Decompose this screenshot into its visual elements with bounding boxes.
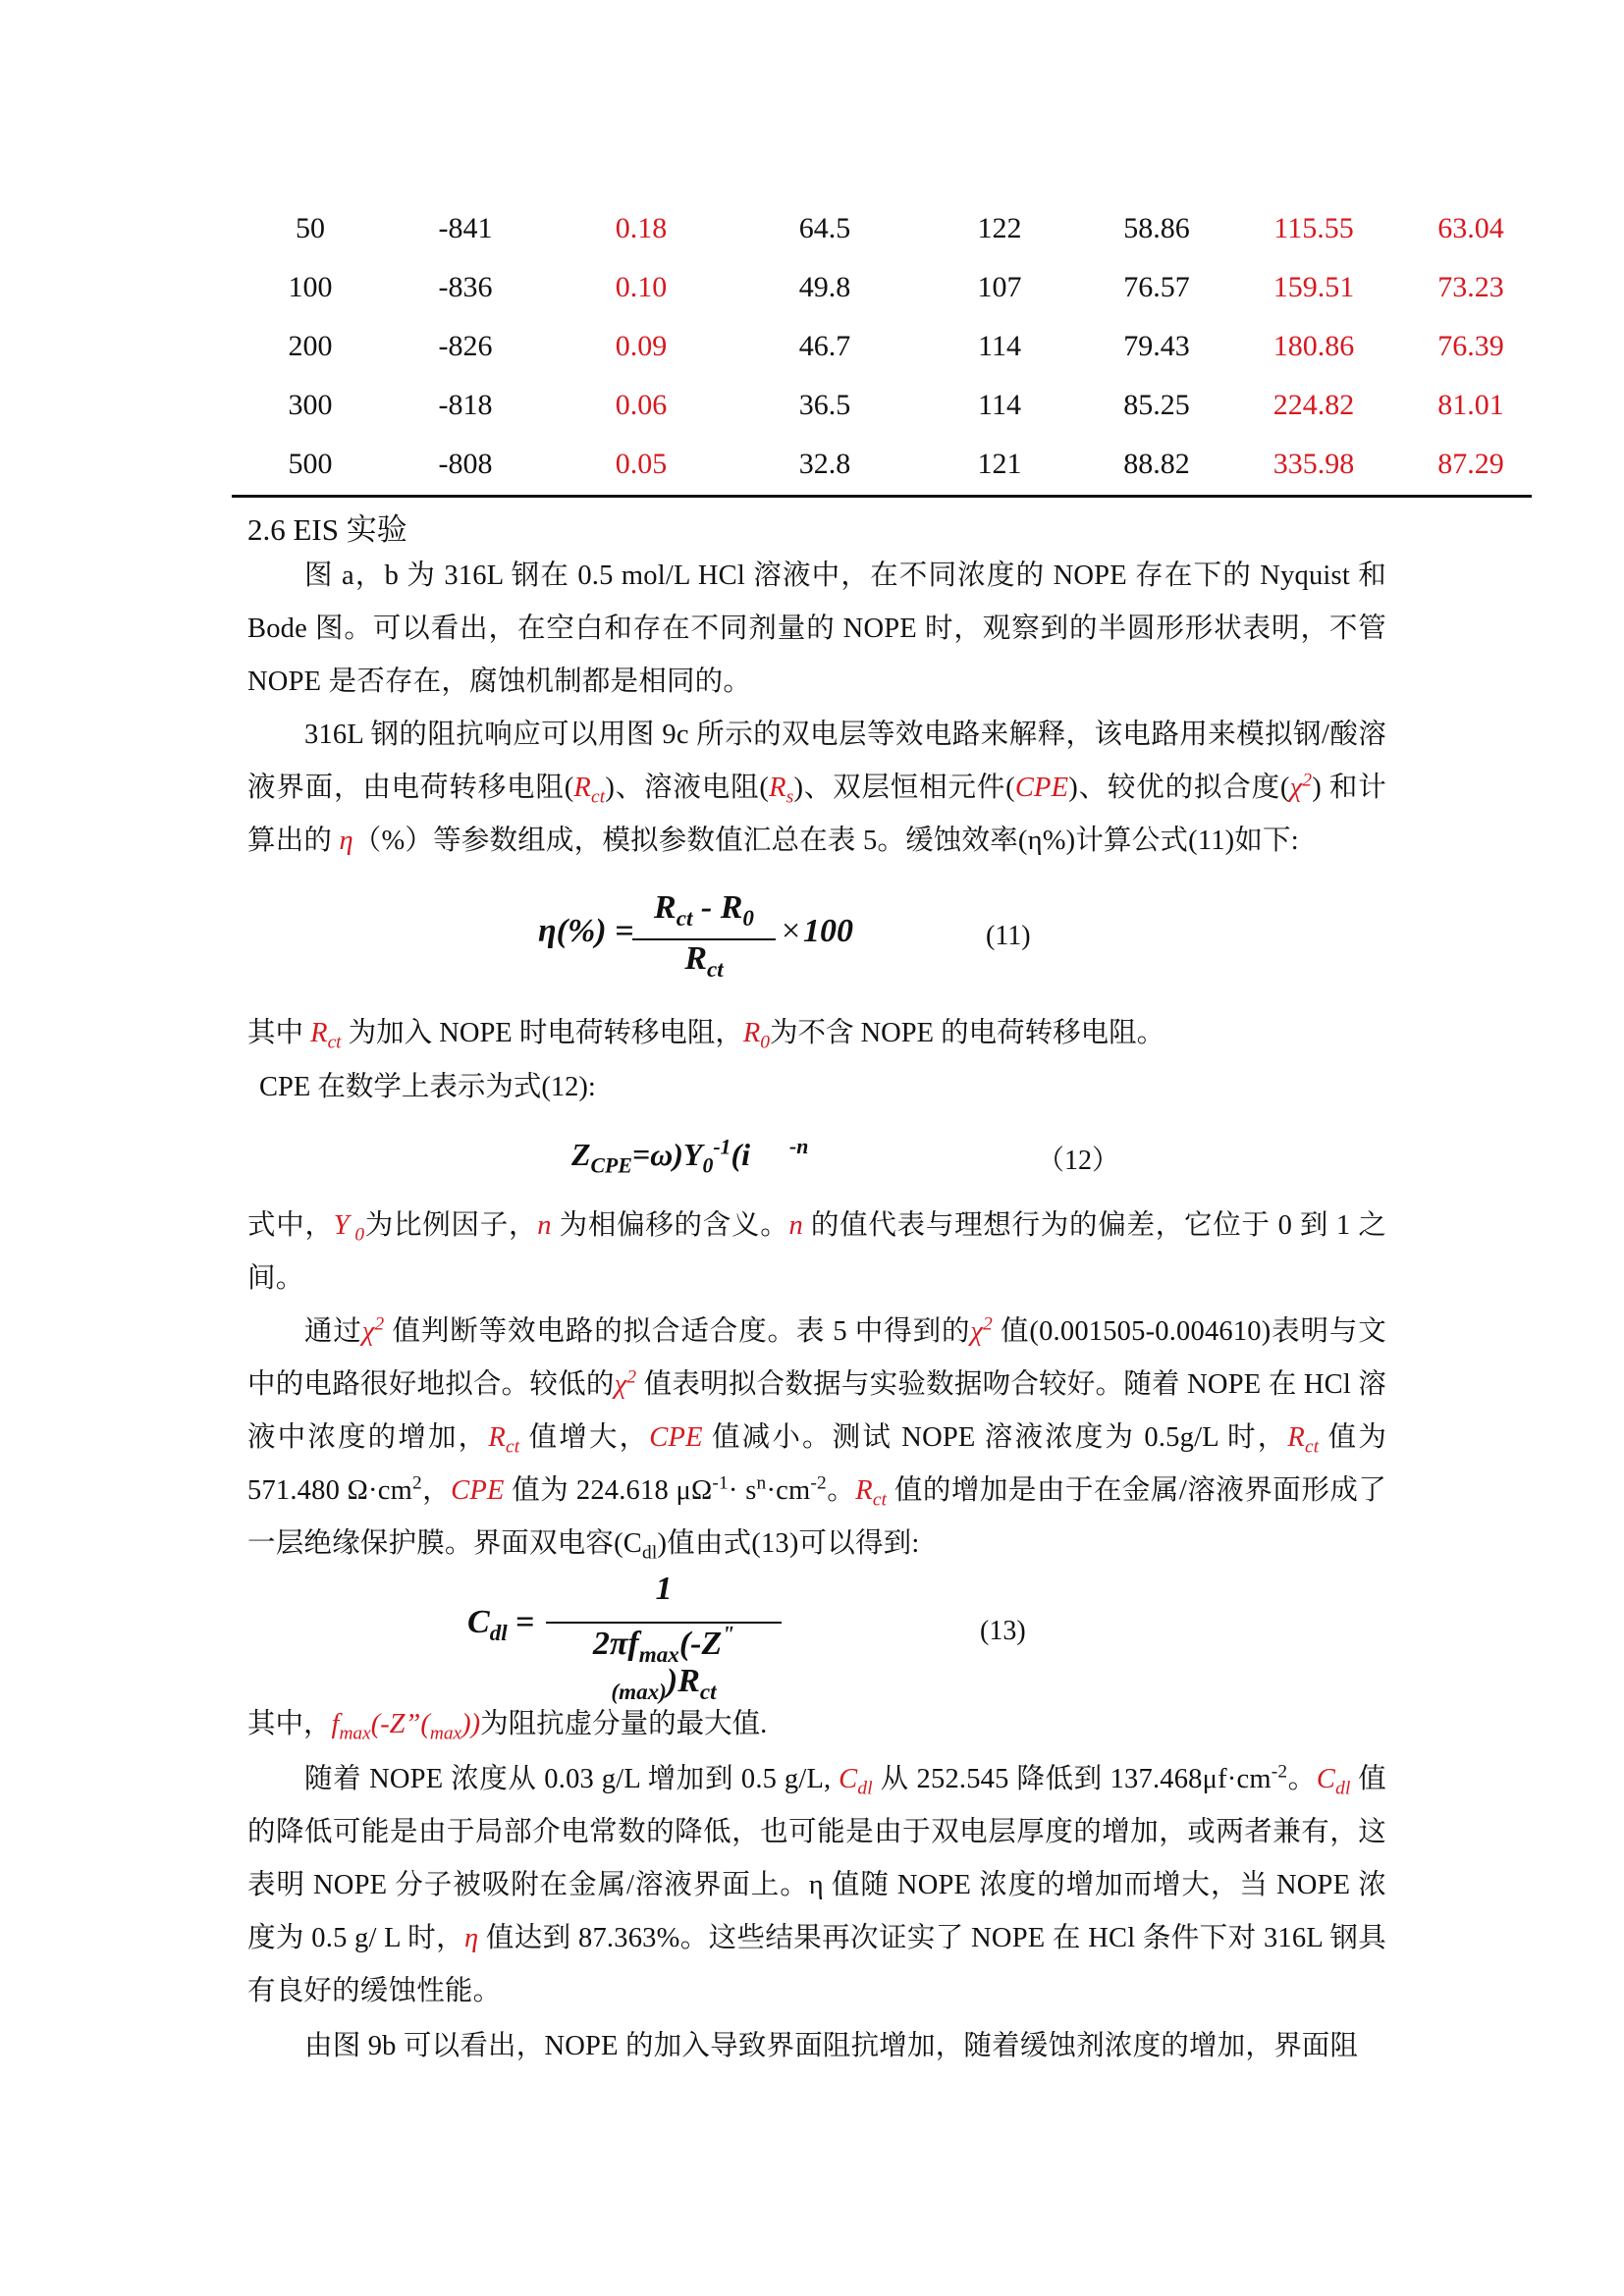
table-cell: 180.86 <box>1272 330 1355 362</box>
eq11-lhs: η(%) = <box>538 913 634 949</box>
paragraph-y0-def: 式中，Y $_0$为比例因子，n 为相偏移的含义。n 的值代表与理想行为的偏差，它位于 0 到 1 之间。 <box>247 1210 1387 1294</box>
table-cell: 87.29 <box>1437 448 1504 480</box>
table-row <box>232 383 1532 442</box>
table-cell: 115.55 <box>1273 212 1354 244</box>
table-cell: 122 <box>977 212 1022 244</box>
table-row <box>232 442 1532 501</box>
paragraph-impedance-increase: 由图 9b 可以看出，NOPE 的加入导致界面阻抗增加，随着缓蚀剂浓度的增加，界面阻 <box>304 2031 1359 2061</box>
table-cell: 100 <box>288 271 333 303</box>
table-cell: 300 <box>288 389 333 421</box>
table-cell: 85.25 <box>1123 389 1190 421</box>
eq13-lhs: $C_{dl}$ = <box>467 1604 535 1646</box>
table-cell: 79.43 <box>1123 330 1190 362</box>
table-cell: 76.57 <box>1123 271 1190 303</box>
eq13-fraction-bar <box>546 1622 782 1624</box>
table-cell: 224.82 <box>1272 389 1355 421</box>
eq12-number: （12） <box>1037 1146 1120 1176</box>
table-cell: 335.98 <box>1272 448 1355 480</box>
results-table <box>232 206 1532 501</box>
eq11-hundred: 100 <box>803 913 853 949</box>
table-cell: 64.5 <box>798 212 851 244</box>
table-cell: 0.10 <box>615 271 668 303</box>
paragraph-cdl-trend: 随着 NOPE 浓度从 0.03 g/L 增加到 0.5 g/L, $C_{dl}$ 从 252.545 降低到 $137.468\mu f\cdot cm^{-2}$。$C_{dl}$ 值的降低可能是由于局部介电常数的降低，也可能是由于双电层厚度的增加，或两者兼有，这表明 NOPE 分子被吸附在金属/溶液界面上。η 值随 NOPE 浓度的增加而增大，当 NOPE 浓度为 0.5 g/ L 时，η 值达到 87.363%。这些结果再次证实了 NOPE 在 HCl 条件下对 316L 钢具有良好的缓蚀性能。 <box>247 1761 1387 2006</box>
paragraph-chi-square: 通过$\chi^2$ 值判断等效电路的拟合适合度。表 5 中得到的$\chi^2$ 值(0.001505-0.004610)表明与文中的电路很好地拟合。较低的$\chi^2$ 值表明拟合数据与实验数据吻合较好。随着 NOPE 在 HCl 溶液中浓度的增加，$R_{ct}$ 值增大，CPE 值减小。测试 NOPE 溶液浓度为 0.5g/L 时，$R_{ct}$ 值为 571.480 $\Omega\cdot cm^2$，CPE 值为 224.618 $\mu\Omega^{-1}\cdot s^n\cdot cm^{-2}$。$R_{ct}$ 值的增加是由于在金属/溶液界面形成了一层绝缘保护膜。界面双电容$(C_{dl})$值由式(13)可以得到: <box>247 1313 1387 1564</box>
paragraph-equivalent-circuit: 316L 钢的阻抗响应可以用图 9c 所示的双电层等效电路来解释，该电路用来模拟钢/酸溶液界面，由电荷转移电阻$(R_{ct})$、溶液电阻$(R_s)$、双层恒相元件(CPE)、较优的拟合度$(\chi^2)$ 和计算出的 η（%）等参数组成，模拟参数值汇总在表 5。缓蚀效率(η%)计算公式(11)如下: <box>247 720 1386 856</box>
table-cell: 32.8 <box>798 448 851 480</box>
paragraph-rct-def: 其中 $R_{ct}$ 为加入 NOPE 时电荷转移电阻，$R_0$为不含 NOPE 的电荷转移电阻。 <box>247 1018 1165 1053</box>
eq13-numerator: 1 <box>655 1571 673 1607</box>
table-cell: -836 <box>438 271 493 303</box>
table-row <box>232 324 1532 383</box>
table-cell: 73.23 <box>1437 271 1504 303</box>
table-cell: 76.39 <box>1437 330 1504 362</box>
table-cell: 46.7 <box>798 330 851 362</box>
table-cell: 0.18 <box>615 212 668 244</box>
table-cell: 50 <box>296 212 325 244</box>
table-cell: 81.01 <box>1437 389 1504 421</box>
table-cell: 49.8 <box>798 271 851 303</box>
table-cell: -826 <box>438 330 493 362</box>
table-bottom-rule <box>232 495 1532 498</box>
table-cell: -808 <box>438 448 493 480</box>
table-cell: 0.09 <box>615 330 668 362</box>
table-cell: 107 <box>977 271 1022 303</box>
eq13-denominator: $2\pi f_{max}(-Z^"_{(max)})R_{ct}$ <box>592 1622 735 1705</box>
table-cell: 114 <box>978 330 1021 362</box>
table-cell: 36.5 <box>798 389 851 421</box>
paragraph-eis-intro: 图 a，b 为 316L 钢在 0.5 mol/L HCl 溶液中，在不同浓度的 NOPE 存在下的 Nyquist 和 Bode 图。可以看出，在空白和存在不同剂量的 NOPE 时，观察到的半圆形形状表明，不管 NOPE 是否存在，腐蚀机制都是相同的。 <box>247 561 1386 697</box>
paragraph-fmax-def: 其中，$f_{max}(-Z”(_{max}))$为阻抗虚分量的最大值. <box>247 1709 768 1744</box>
paragraph-cpe-def: CPE 在数学上表示为式(12): <box>259 1072 596 1102</box>
table-cell: 58.86 <box>1123 212 1190 244</box>
eq12-expression: $Z_{CPE}=\omega)Y_0^{-1}(i$ $^{-n}$ <box>571 1135 809 1178</box>
table-row <box>232 206 1532 265</box>
table-cell: 0.05 <box>615 448 668 480</box>
eq11-times: × <box>782 913 801 949</box>
table-cell: 121 <box>977 448 1022 480</box>
section-heading: 2.6 EIS 实验 <box>247 512 407 547</box>
table-cell: 0.06 <box>615 389 668 421</box>
table-cell: -841 <box>438 212 493 244</box>
eq11-numerator: $R_{ct} - R_0$ <box>654 889 754 932</box>
table-row <box>232 265 1532 324</box>
table-cell: 500 <box>288 448 333 480</box>
table-cell: 114 <box>978 389 1021 421</box>
table-cell: 88.82 <box>1123 448 1190 480</box>
table-cell: 159.51 <box>1272 271 1355 303</box>
eq13-number: (13) <box>980 1616 1026 1646</box>
eq11-number: (11) <box>986 921 1031 951</box>
table-cell: -818 <box>438 389 493 421</box>
table-cell: 63.04 <box>1437 212 1504 244</box>
table-cell: 200 <box>288 330 333 362</box>
eq11-denominator: $R_{ct}$ <box>684 940 724 983</box>
